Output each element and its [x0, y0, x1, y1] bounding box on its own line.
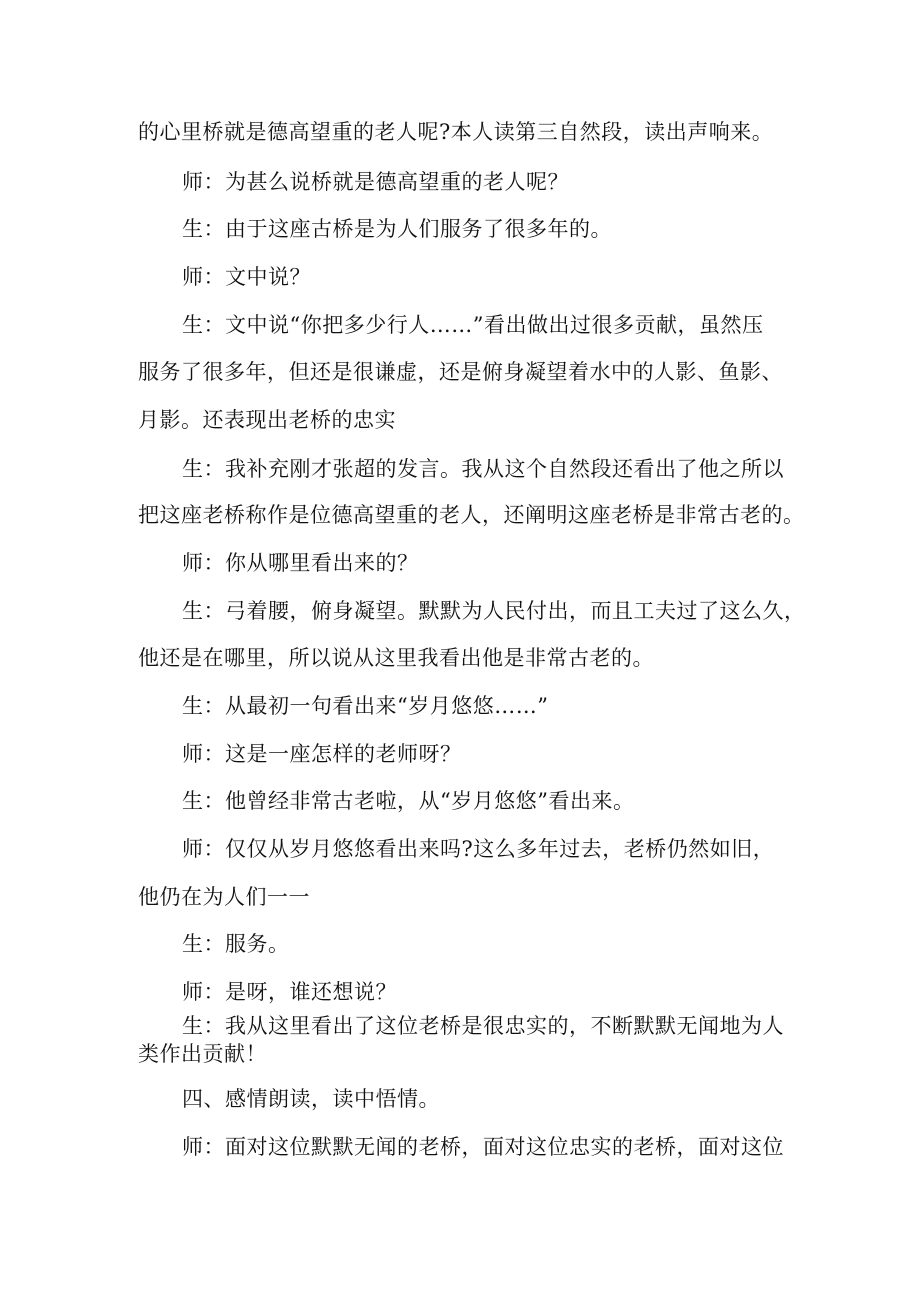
text-line: 服务了很多年，但还是很谦虚，还是俯身凝望着水中的人影、鱼影、 [138, 360, 783, 384]
text-line: 师：仅仅从岁月悠悠看出来吗?这么多年过去，老桥仍然如旧， [182, 837, 775, 861]
text-line: 生：服务。 [182, 932, 290, 956]
text-line: 师：你从哪里看出来的？ [182, 551, 419, 575]
text-line: 他还是在哪里，所以说从这里我看出他是非常古老的。 [138, 646, 654, 670]
text-line: 生：我补充刚才张超的发言。我从这个自然段还看出了他之所以 [182, 457, 784, 481]
text-line: 生：弓着腰，俯身凝望。默默为人民付出，而且工夫过了这么久， [182, 599, 806, 623]
text-line: 四、感情朗读，读中悟情。 [182, 1087, 440, 1111]
text-line: 生：我从这里看出了这位老桥是很忠实的，不断默默无闻地为人 [182, 1014, 784, 1038]
text-line: 月影。还表现出老桥的忠实 [138, 408, 396, 432]
text-line: 的心里桥就是德高望重的老人呢?本人读第三自然段，读出声响来。 [138, 120, 774, 144]
text-line: 生：他曾经非常古老啦，从“岁月悠悠”看出来。 [182, 789, 635, 813]
text-line: 类作出贡献！ [138, 1042, 267, 1066]
text-line: 他仍在为人们一一 [138, 885, 310, 909]
text-line: 生：文中说“你把多少行人……”看出做出过很多贡献，虽然压 [182, 313, 764, 337]
text-line: 生：从最初一句看出来“岁月悠悠……” [182, 694, 549, 718]
text-line: 生：由于这座古桥是为人们服务了很多年的。 [182, 217, 612, 241]
text-line: 把这座老桥称作是位德高望重的老人，还阐明这座老桥是非常古老的。 [138, 503, 805, 527]
text-line: 师：为甚么说桥就是德高望重的老人呢？ [182, 170, 569, 194]
text-line: 师：这是一座怎样的老师呀？ [182, 742, 462, 766]
text-line: 师：面对这位默默无闻的老桥，面对这位忠实的老桥，面对这位 [182, 1135, 784, 1159]
text-line: 师：是呀，谁还想说？ [182, 980, 397, 1004]
text-line: 师：文中说？ [182, 265, 311, 289]
